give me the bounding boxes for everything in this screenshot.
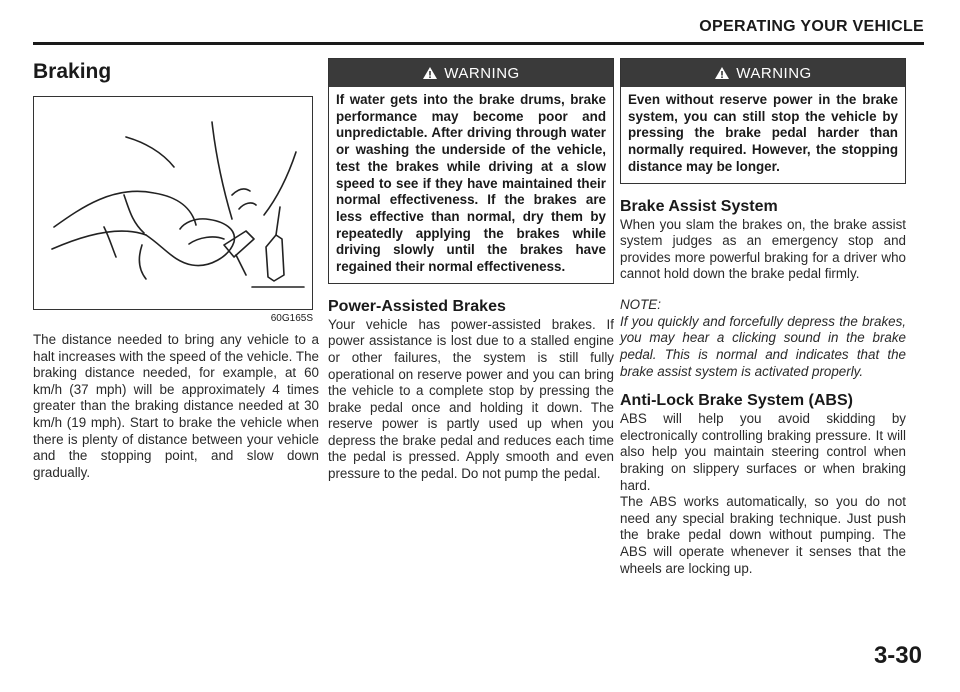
power-assisted-brakes-text: Your vehicle has power-assisted brakes. If power assistance is lost due to a stalled engine or other failures, the system is still fully operational on reserve power and you can bring the vehicle to a complete stop by pressing the brake pedal once and holding it down. The reserve power is partly used up when you depress the brake pedal and reduces each time the pedal is pressed. Apply smooth and even pressure to the pedal. Do not pump the pedal. [328, 316, 614, 482]
brake-assist-title: Brake Assist System [620, 197, 778, 215]
warning-box-reserve-power [620, 58, 906, 184]
warning-triangle-icon [422, 66, 438, 80]
note-label: NOTE: [620, 296, 661, 312]
abs-title: Anti-Lock Brake System (ABS) [620, 392, 853, 410]
abs-text-2: The ABS works automatically, so you do not need any special braking technique. Just push the brake pedal down without pumping. The ABS will operate whenever it senses that the wheels are locking up. [620, 494, 906, 576]
figure-code: 60G165S [270, 313, 313, 324]
power-assisted-brakes-title: Power-Assisted Brakes [328, 297, 506, 315]
warning-header [329, 59, 613, 87]
abs-text-1: ABS will help you avoid skidding by electronically controlling braking pressure. It will also help you maintain steering control when braking on slippery surfaces or when braking hard. [620, 411, 906, 493]
page-number: 3-30 [873, 642, 922, 669]
middle-column [328, 58, 614, 483]
warning-label: WARNING [736, 64, 812, 82]
header-rule [33, 42, 924, 45]
right-column [620, 58, 906, 577]
warning-box-water [328, 58, 614, 284]
warning-header [621, 59, 905, 87]
note-text: If you quickly and forcefully depress the brakes, you may hear a clicking sound in the brake pedal. This is normal and indicates that the brake assist system is activated properly. [620, 313, 906, 379]
left-column [33, 58, 319, 481]
section-title-braking: Braking [33, 60, 112, 83]
warning-text: If water gets into the brake drums, brake performance may become poor and unpredictable. After driving through water or washing the underside of the vehicle, test the brakes while driving at a slow speed to see if they have maintained their normal effectiveness. If the brakes are less effective than normal, dry them by repeatedly applying the brakes while driving slowly until the brakes have regained their normal effectiveness. [336, 92, 606, 275]
warning-triangle-icon [714, 66, 730, 80]
page-header-title: OPERATING YOUR VEHICLE [699, 18, 924, 35]
foot-on-pedal-illustration [34, 97, 312, 309]
warning-label: WARNING [444, 64, 520, 82]
braking-figure [33, 96, 313, 310]
warning-text: Even without reserve power in the brake system, you can still stop the vehicle by pressing the brake pedal harder than normally required. However, the stopping distance may be longer. [628, 92, 898, 174]
brake-assist-text: When you slam the brakes on, the brake assist system judges as an emergency stop and provides more powerful braking for a driver who cannot hold down the brake pedal firmly. [620, 216, 906, 282]
braking-paragraph: The distance needed to bring any vehicle to a halt increases with the speed of the vehicle. The braking distance needed, for example, at 60 km/h (37 mph) will be approximately 4 times greater than the braking distance needed at 30 km/h (19 mph). Start to brake the vehicle when there is plenty of distance between your vehicle and the stopping point, and slow down gradually. [33, 332, 319, 480]
